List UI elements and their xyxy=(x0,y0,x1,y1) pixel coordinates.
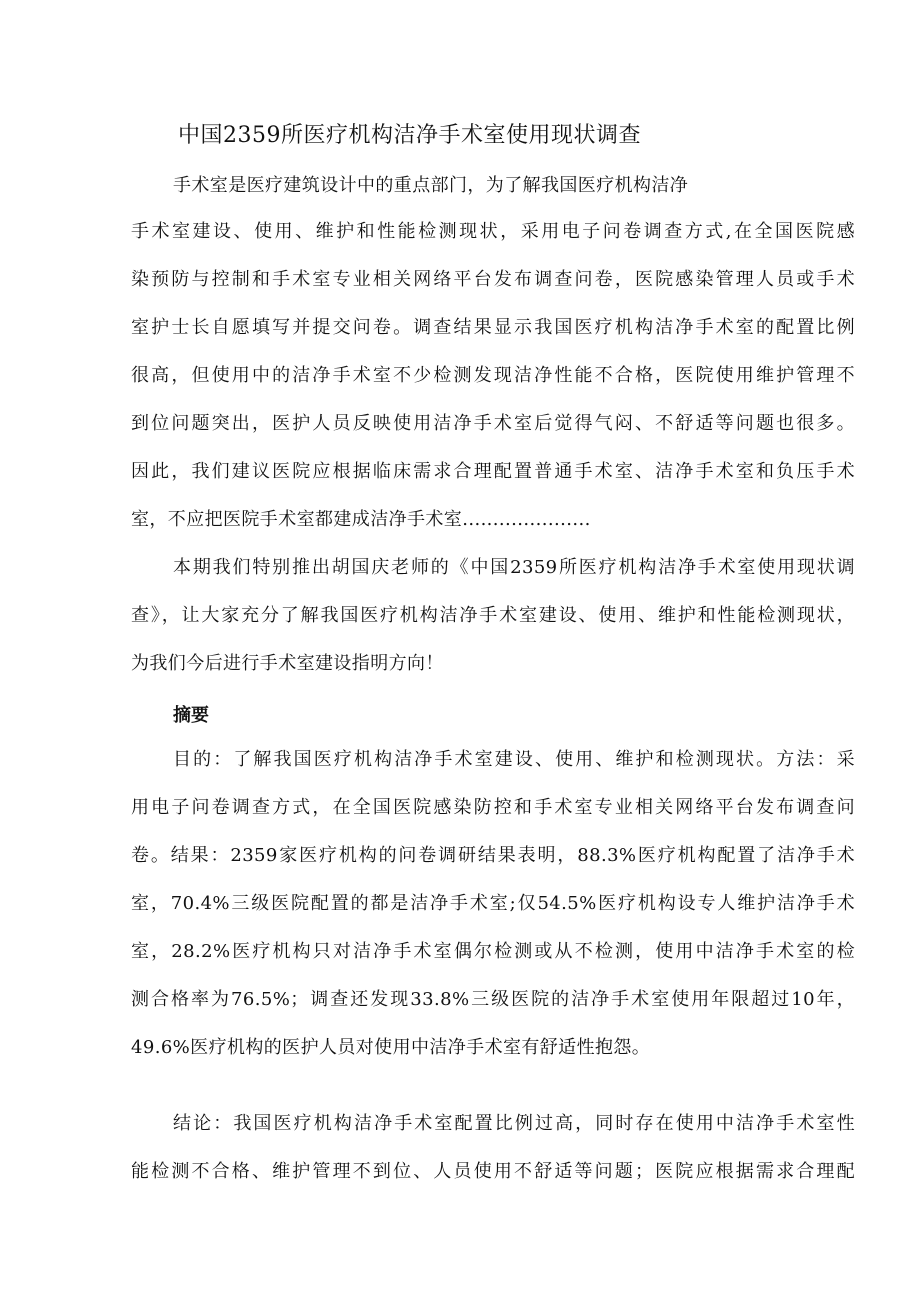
intro-line-5: 很高，但使用中的洁净手术室不少检测发现洁净性能不合格，医院使用维护管理不 xyxy=(131,365,855,386)
promo-line-3: 为我们今后进行手术室建设指明方向！ xyxy=(131,653,444,674)
intro-line-1: 手术室是医疗建筑设计中的重点部门，为了解我国医疗机构洁净 xyxy=(173,175,689,196)
document-title: 中国2359所医疗机构洁净手术室使用现状调查 xyxy=(178,123,641,148)
abstract-line-7: 49.6%医疗机构的医护人员对使用中洁净手术室有舒适性抱怨。 xyxy=(131,1037,651,1058)
intro-line-3: 染预防与控制和手术室专业相关网络平台发布调查问卷，医院感染管理人员或手术 xyxy=(131,269,855,290)
abstract-heading: 摘要 xyxy=(173,705,209,726)
promo-line-1: 本期我们特别推出胡国庆老师的《中国2359所医疗机构洁净手术室使用现状调 xyxy=(173,557,855,578)
abstract-line-6: 测合格率为76.5%；调查还发现33.8%三级医院的洁净手术室使用年限超过10年， xyxy=(131,989,855,1010)
abstract-line-1: 目的：了解我国医疗机构洁净手术室建设、使用、维护和检测现状。方法：采 xyxy=(173,749,855,770)
conclusion-line-1: 结论：我国医疗机构洁净手术室配置比例过高，同时存在使用中洁净手术室性 xyxy=(173,1113,855,1134)
intro-line-6: 到位问题突出，医护人员反映使用洁净手术室后觉得气闷、不舒适等问题也很多。 xyxy=(131,413,855,434)
intro-line-7: 因此，我们建议医院应根据临床需求合理配置普通手术室、洁净手术室和负压手术 xyxy=(131,461,855,482)
abstract-line-4: 室，70.4%三级医院配置的都是洁净手术室;仅54.5%医疗机构设专人维护洁净手术 xyxy=(131,893,855,914)
abstract-line-2: 用电子问卷调查方式，在全国医院感染防控和手术室专业相关网络平台发布调查问 xyxy=(131,797,855,818)
abstract-line-3: 卷。结果：2359家医疗机构的问卷调研结果表明，88.3%医疗机构配置了洁净手术 xyxy=(131,845,855,866)
intro-line-2: 手术室建设、使用、维护和性能检测现状，采用电子问卷调查方式,在全国医院感 xyxy=(131,221,855,242)
promo-line-2: 查》，让大家充分了解我国医疗机构洁净手术室建设、使用、维护和性能检测现状， xyxy=(131,605,855,626)
intro-line-8: 室，不应把医院手术室都建成洁净手术室..................... xyxy=(131,509,591,530)
intro-line-4: 室护士长自愿填写并提交问卷。调查结果显示我国医疗机构洁净手术室的配置比例 xyxy=(131,317,855,338)
conclusion-line-2: 能检测不合格、维护管理不到位、人员使用不舒适等问题；医院应根据需求合理配 xyxy=(131,1161,855,1182)
abstract-line-5: 室，28.2%医疗机构只对洁净手术室偶尔检测或从不检测，使用中洁净手术室的检 xyxy=(131,941,855,962)
